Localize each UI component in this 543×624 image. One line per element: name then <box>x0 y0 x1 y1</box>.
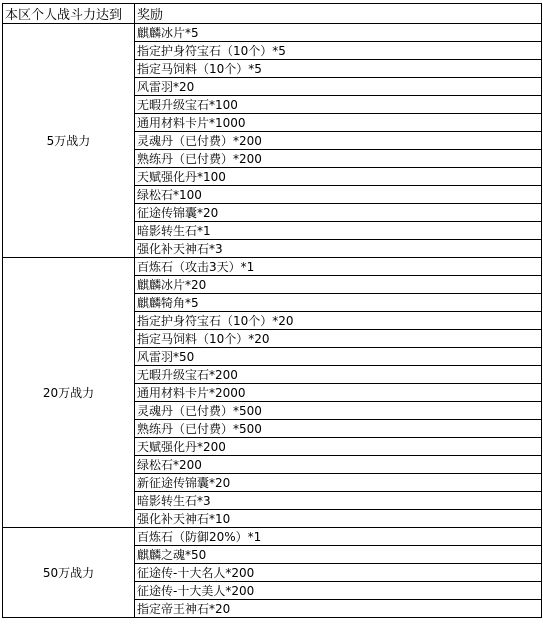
reward-item-cell: 天赋强化丹*200 <box>135 438 542 456</box>
header-reward-cell: 奖励 <box>135 4 542 24</box>
tier-label-cell: 50万战力 <box>3 528 135 618</box>
reward-item-cell: 天赋强化丹*100 <box>135 168 542 186</box>
reward-item-cell: 指定马饲料（10个）*5 <box>135 60 542 78</box>
reward-item-cell: 无暇升级宝石*200 <box>135 366 542 384</box>
reward-item-cell: 指定护身符宝石（10个）*5 <box>135 42 542 60</box>
reward-item-cell: 风雷羽*20 <box>135 78 542 96</box>
reward-item-cell: 熟练丹（已付费）*200 <box>135 150 542 168</box>
reward-table <box>2 3 542 618</box>
reward-item-cell: 熟练丹（已付费）*500 <box>135 420 542 438</box>
header-threshold-cell: 本区个人战斗力达到 <box>3 4 135 24</box>
reward-item-cell: 指定护身符宝石（10个）*20 <box>135 312 542 330</box>
reward-item-cell: 灵魂丹（已付费）*200 <box>135 132 542 150</box>
tier-label-cell: 20万战力 <box>3 258 135 528</box>
reward-item-cell: 征途传-十大名人*200 <box>135 564 542 582</box>
reward-item-cell: 指定马饲料（10个）*20 <box>135 330 542 348</box>
reward-item-cell: 麒麟犄角*5 <box>135 294 542 312</box>
reward-item-cell: 通用材料卡片*1000 <box>135 114 542 132</box>
reward-item-cell: 灵魂丹（已付费）*500 <box>135 402 542 420</box>
reward-item-cell: 麒麟之魂*50 <box>135 546 542 564</box>
reward-item-cell: 百炼石（防御20%）*1 <box>135 528 542 546</box>
reward-item-cell: 征途传-十大美人*200 <box>135 582 542 600</box>
reward-item-cell: 绿松石*100 <box>135 186 542 204</box>
reward-row <box>3 258 542 276</box>
reward-row <box>3 24 542 42</box>
header-row <box>3 4 542 24</box>
reward-item-cell: 绿松石*200 <box>135 456 542 474</box>
tier-label-cell: 5万战力 <box>3 24 135 258</box>
reward-item-cell: 暗影转生石*1 <box>135 222 542 240</box>
reward-item-cell: 麒麟冰片*20 <box>135 276 542 294</box>
reward-item-cell: 指定帝王神石*20 <box>135 600 542 618</box>
reward-item-cell: 百炼石（攻击3天）*1 <box>135 258 542 276</box>
reward-item-cell: 风雷羽*50 <box>135 348 542 366</box>
reward-item-cell: 暗影转生石*3 <box>135 492 542 510</box>
reward-item-cell: 通用材料卡片*2000 <box>135 384 542 402</box>
reward-table-body <box>3 4 542 618</box>
reward-item-cell: 无暇升级宝石*100 <box>135 96 542 114</box>
reward-item-cell: 征途传锦囊*20 <box>135 204 542 222</box>
reward-item-cell: 麒麟冰片*5 <box>135 24 542 42</box>
reward-item-cell: 强化补天神石*3 <box>135 240 542 258</box>
reward-item-cell: 强化补天神石*10 <box>135 510 542 528</box>
reward-item-cell: 新征途传锦囊*20 <box>135 474 542 492</box>
reward-row <box>3 528 542 546</box>
